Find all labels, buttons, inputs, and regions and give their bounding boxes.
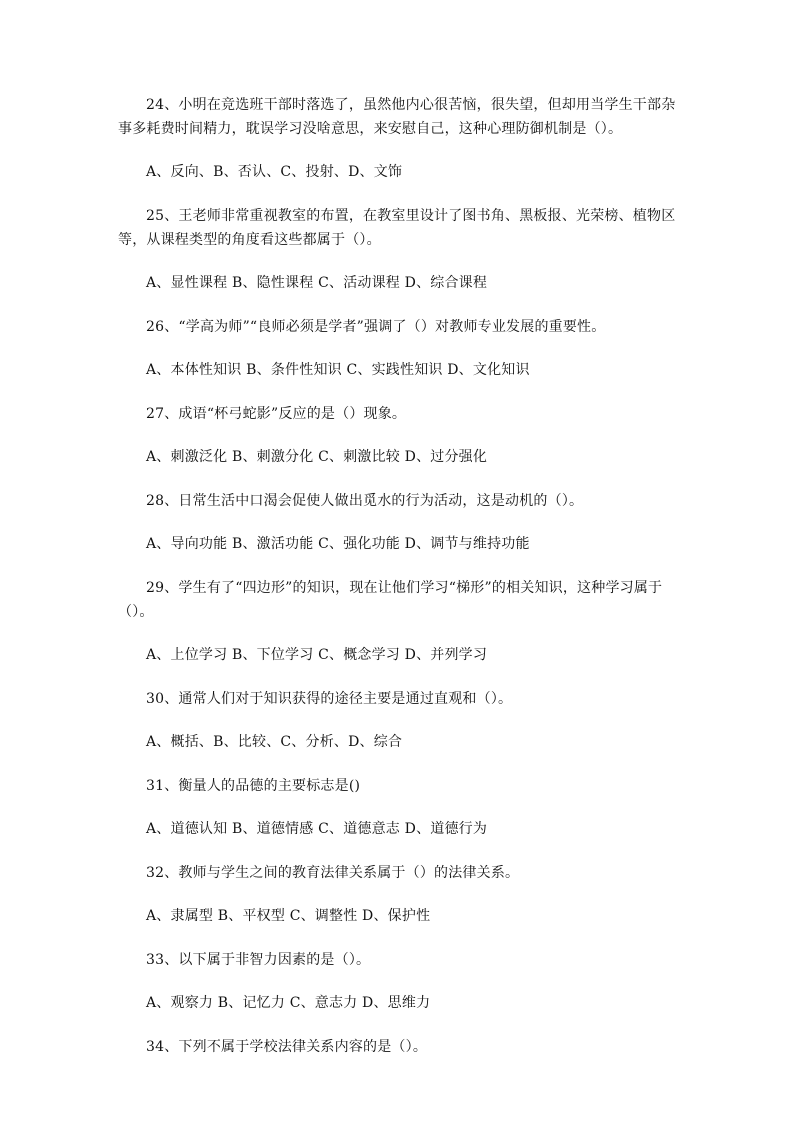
question-options: A、显性课程 B、隐性课程 C、活动课程 D、综合课程 xyxy=(146,275,488,291)
question-text: 28、日常生活中口渴会促使人做出觅水的行为活动，这是动机的（）。 xyxy=(146,493,584,509)
question-text: 31、衡量人的品德的主要标志是() xyxy=(146,778,361,794)
question-options: A、道德认知 B、道德情感 C、道德意志 D、道德行为 xyxy=(146,821,488,837)
question-text: 34、下列不属于学校法律关系内容的是（）。 xyxy=(146,1039,428,1055)
question-text: 25、王老师非常重视教室的布置，在教室里设计了图书角、黑板报、光荣榜、植物区等，从课程类型的角度看这些都属于（）。 xyxy=(118,208,676,248)
question-options: A、上位学习 B、下位学习 C、概念学习 D、并列学习 xyxy=(146,647,488,663)
question-list xyxy=(118,93,678,1059)
question-text: 24、小明在竞选班干部时落选了，虽然他内心很苦恼，很失望，但却用当学生干部杂事多耗费时间精力，耽误学习没啥意思，来安慰自己，这种心理防御机制是（）。 xyxy=(118,97,676,137)
question-options: A、观察力 B、记忆力 C、意志力 D、思维力 xyxy=(146,995,431,1011)
question-text: 32、教师与学生之间的教育法律关系属于（）的法律关系。 xyxy=(146,865,520,881)
question-options: A、本体性知识 B、条件性知识 C、实践性知识 D、文化知识 xyxy=(146,362,530,378)
question-options: A、反向、B、否认、C、投射、D、文饰 xyxy=(146,164,403,180)
question-options: A、概括、B、比较、C、分析、D、综合 xyxy=(146,734,403,750)
question-text: 30、通常人们对于知识获得的途径主要是通过直观和（）。 xyxy=(146,691,513,707)
question-text: 33、以下属于非智力因素的是（）。 xyxy=(146,952,371,968)
question-options: A、隶属型 B、平权型 C、调整性 D、保护性 xyxy=(146,908,431,924)
question-text: 26、“学高为师”“良师必须是学者”强调了（）对教师专业发展的重要性。 xyxy=(146,319,606,335)
question-options: A、导向功能 B、激活功能 C、强化功能 D、调节与维持功能 xyxy=(146,536,530,552)
question-text: 27、成语“杯弓蛇影”反应的是（）现象。 xyxy=(146,406,407,422)
question-options: A、刺激泛化 B、刺激分化 C、刺激比较 D、过分强化 xyxy=(146,449,488,465)
question-text: 29、学生有了“四边形”的知识，现在让他们学习“梯形”的相关知识，这种学习属于（）。 xyxy=(118,580,663,620)
